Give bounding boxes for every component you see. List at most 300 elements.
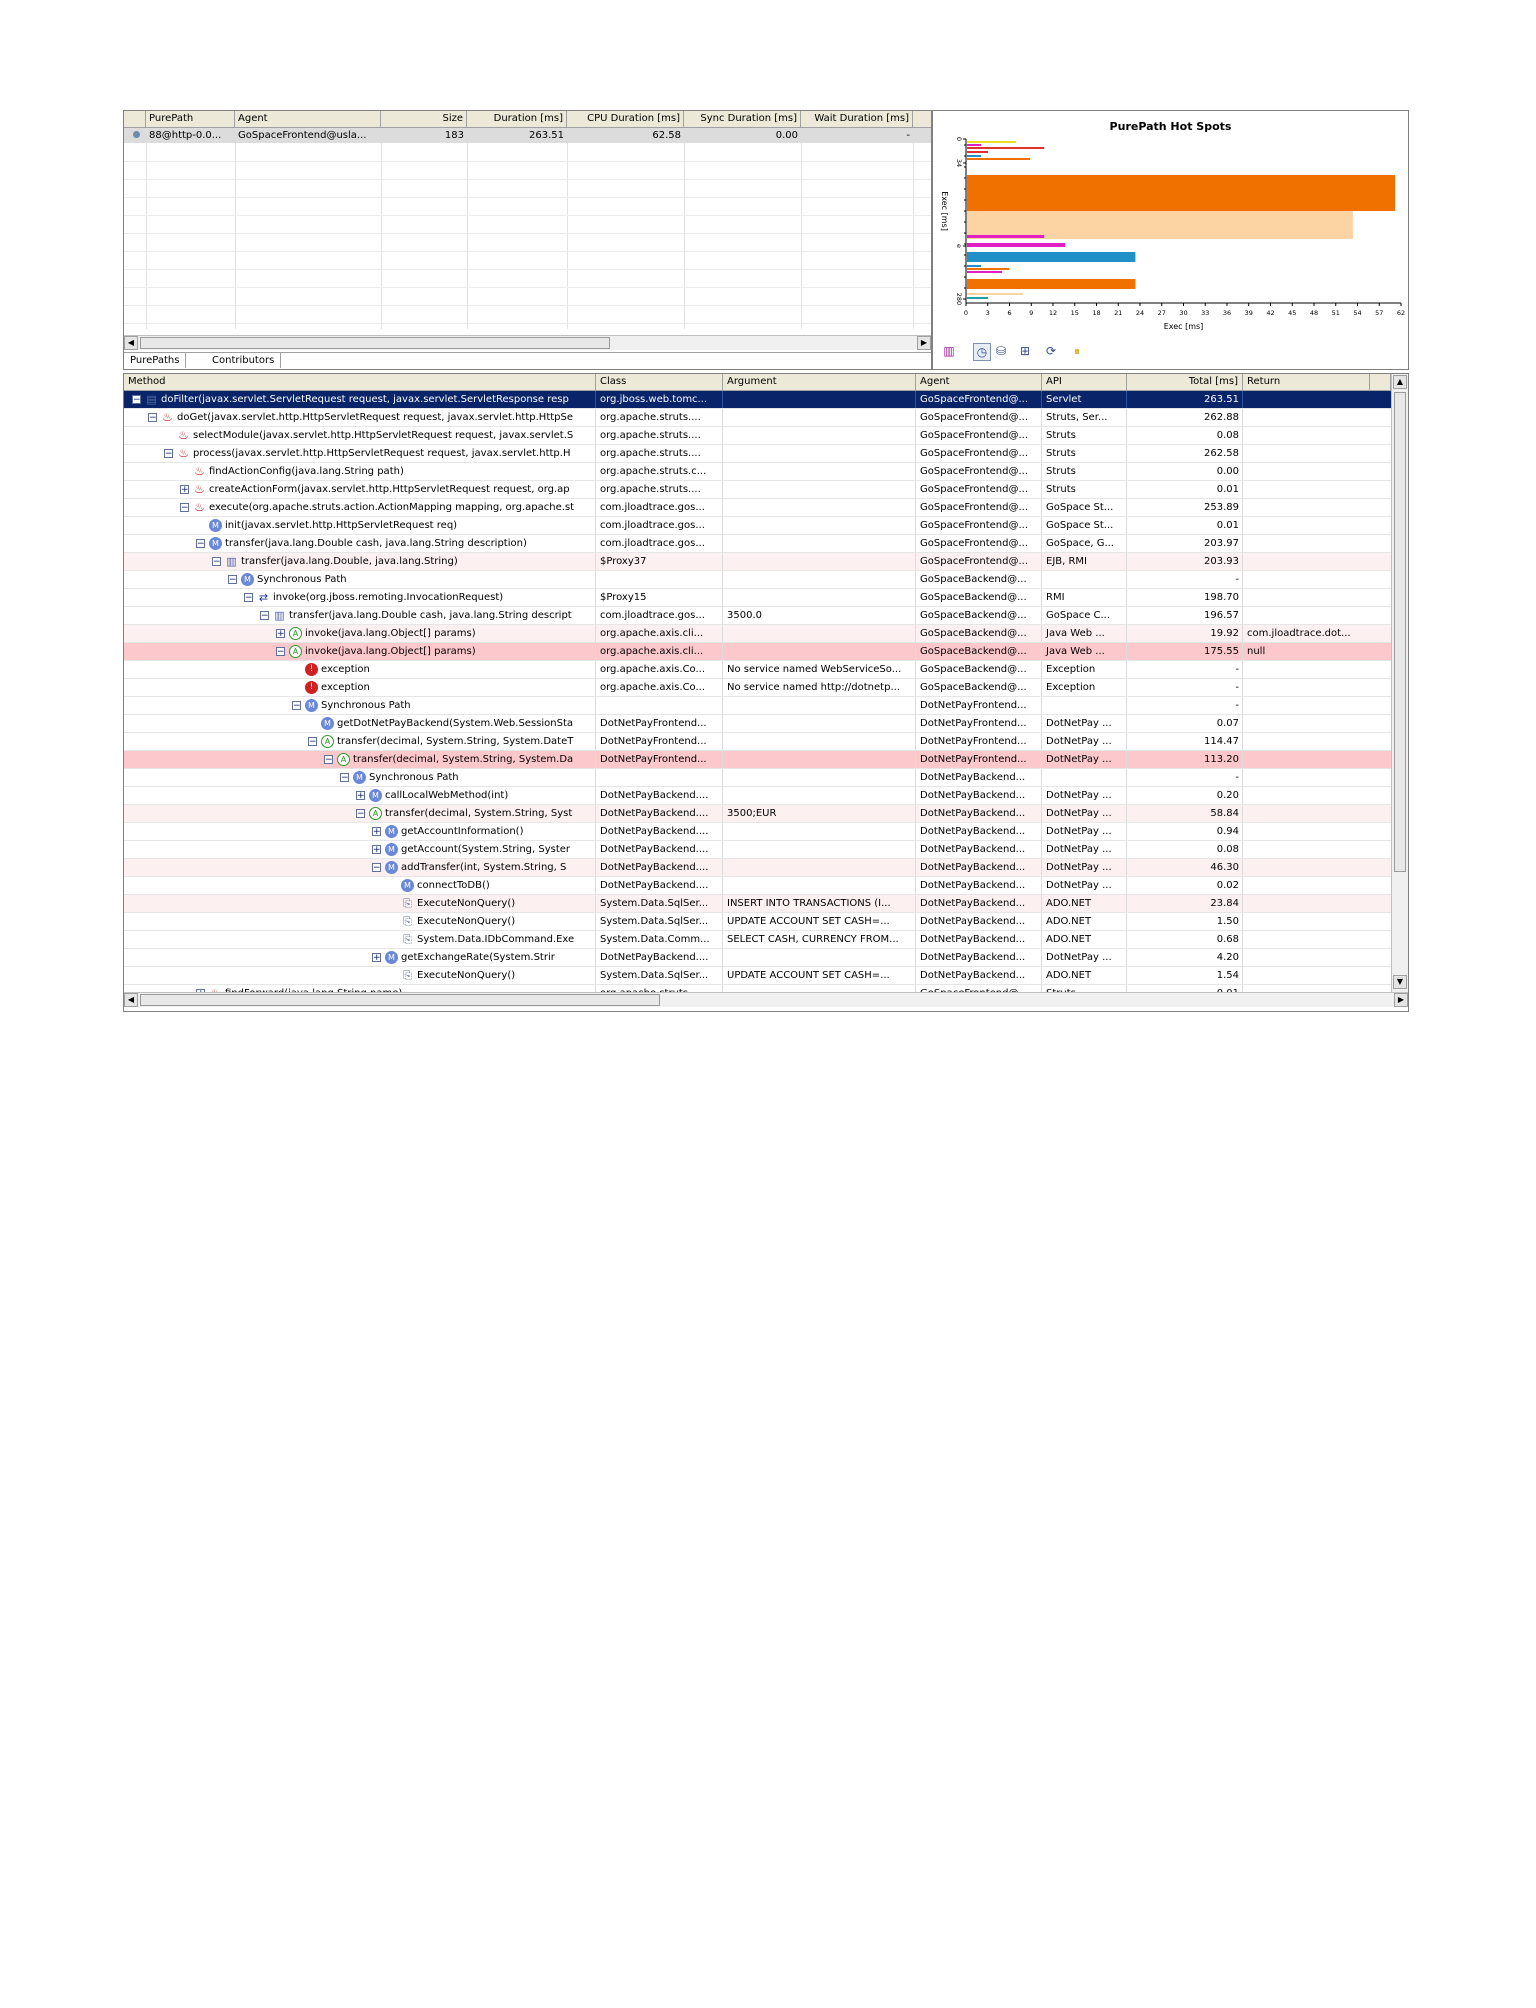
api-cell: DotNetPay ...: [1046, 826, 1112, 837]
method-icon: M: [385, 843, 398, 856]
refresh-icon[interactable]: ⟳: [1045, 344, 1057, 358]
method-icon: M: [385, 825, 398, 838]
method-icon: M: [401, 879, 414, 892]
tree-row[interactable]: [124, 787, 1391, 805]
collapse-icon[interactable]: −: [261, 610, 269, 621]
total-cell: 46.30: [1210, 862, 1239, 873]
collapse-icon[interactable]: −: [213, 556, 221, 567]
return-cell: [1243, 499, 1370, 516]
col-cpu-duration[interactable]: CPU Duration [ms]: [567, 111, 684, 127]
method-cell: [124, 589, 596, 606]
x-tick-label: 3: [985, 309, 990, 317]
class-cell: org.apache.axis.cli...: [600, 646, 704, 657]
argument-cell: [723, 481, 916, 498]
collapse-icon[interactable]: −: [149, 412, 157, 423]
tree-row[interactable]: [124, 877, 1391, 895]
class-cell: com.jloadtrace.gos...: [600, 610, 705, 621]
agent-cell: DotNetPayFrontend...: [920, 754, 1027, 765]
api-cell: DotNetPay ...: [1046, 952, 1112, 963]
java-method-icon: ♨: [178, 427, 189, 442]
purepaths-panel: [123, 110, 932, 370]
tree-row[interactable]: [124, 643, 1391, 661]
scroll-up-icon[interactable]: ▲: [1393, 375, 1407, 389]
async-method-icon: A: [337, 753, 350, 766]
expand-icon[interactable]: +: [357, 790, 365, 801]
purepaths-hscrollbar[interactable]: [124, 335, 931, 350]
total-cell: 0.68: [1216, 934, 1239, 945]
argument-cell: [723, 625, 916, 642]
total-cell: 263.51: [1204, 394, 1239, 405]
collapse-icon[interactable]: −: [229, 574, 237, 585]
x-tick-label: 6: [1007, 309, 1012, 317]
agent-cell: GoSpaceFrontend@...: [920, 556, 1029, 567]
api-cell: GoSpace St...: [1046, 520, 1114, 531]
method-label: transfer(java.lang.Double cash, java.lang.String description): [225, 538, 527, 549]
agent-cell: DotNetPayBackend...: [920, 916, 1026, 927]
grid-line: [235, 143, 236, 329]
tree-row[interactable]: [124, 445, 1391, 463]
method-label: Synchronous Path: [257, 574, 347, 585]
return-cell: [1243, 805, 1370, 822]
grid-line: [124, 287, 931, 288]
agent-cell: DotNetPayFrontend...: [920, 718, 1027, 729]
method-icon: M: [353, 771, 366, 784]
hotspot-bar: [967, 293, 1023, 295]
scroll-thumb[interactable]: [1394, 392, 1406, 872]
tree-row[interactable]: [124, 553, 1391, 571]
agent-cell: GoSpaceFrontend@...: [920, 448, 1029, 459]
argument-cell: [723, 823, 916, 840]
expand-icon[interactable]: +: [277, 628, 285, 639]
pause-icon[interactable]: ⏸: [1073, 344, 1080, 358]
method-label: Synchronous Path: [321, 700, 411, 711]
database-icon: ⎘: [403, 932, 412, 946]
total-cell: -: [1235, 772, 1239, 783]
argument-cell: [723, 499, 916, 516]
argument-cell: [723, 589, 916, 606]
tree-row[interactable]: [124, 499, 1391, 517]
tree-row[interactable]: [124, 805, 1391, 823]
method-label: process(javax.servlet.http.HttpServletRequest request, javax.servlet.http.H: [193, 448, 571, 459]
col-api[interactable]: API: [1042, 374, 1127, 390]
return-cell: [1243, 913, 1370, 930]
total-cell: 0.20: [1216, 790, 1239, 801]
return-cell: [1243, 931, 1370, 948]
method-cell: [124, 931, 596, 948]
scroll-left-icon[interactable]: ◀: [124, 336, 138, 350]
exception-icon: !: [305, 663, 318, 676]
bar-chart-icon[interactable]: ▥: [943, 344, 955, 358]
total-cell: 0.01: [1216, 520, 1239, 531]
agent-cell: GoSpaceFrontend@...: [920, 520, 1029, 531]
collapse-icon[interactable]: −: [277, 646, 285, 657]
total-cell: 113.20: [1204, 754, 1239, 765]
return-cell: [1243, 607, 1370, 624]
method-tree-header: [124, 374, 1391, 391]
total-cell: 253.89: [1204, 502, 1239, 513]
tree-row[interactable]: [124, 859, 1391, 877]
col-agent[interactable]: Agent: [235, 111, 381, 127]
collapse-icon[interactable]: −: [325, 754, 333, 765]
hotspots-panel: [932, 110, 1409, 370]
argument-cell: [723, 787, 916, 804]
status-dot-icon: [130, 128, 144, 143]
tree-row[interactable]: [124, 715, 1391, 733]
argument-cell: 3500;EUR: [727, 808, 777, 819]
exception-icon: !: [305, 681, 318, 694]
argument-cell: [723, 949, 916, 966]
collapse-icon[interactable]: −: [133, 394, 141, 405]
col-sync-duration[interactable]: Sync Duration [ms]: [684, 111, 801, 127]
method-cell: [124, 841, 596, 858]
method-cell: [124, 427, 596, 444]
y-tick-label: 280: [955, 292, 963, 306]
y-tick-label: 34: [955, 158, 963, 168]
total-cell: 1.50: [1216, 916, 1239, 927]
hotspots-chart: [933, 111, 1408, 343]
agent-cell: GoSpaceFrontend@...: [920, 412, 1029, 423]
tree-row[interactable]: [124, 679, 1391, 697]
method-label: transfer(decimal, System.String, System.Da: [353, 754, 574, 765]
tree-row[interactable]: [124, 481, 1391, 499]
tab-contributors[interactable]: Contributors: [206, 353, 281, 368]
tree-row[interactable]: [124, 895, 1391, 913]
scroll-right-icon[interactable]: ▶: [1394, 993, 1408, 1007]
return-cell: com.jloadtrace.dot...: [1247, 628, 1351, 639]
hotspot-bar: [967, 151, 988, 153]
tree-row[interactable]: [124, 409, 1391, 427]
expand-icon[interactable]: +: [373, 952, 381, 963]
tree-row[interactable]: [124, 841, 1391, 859]
method-cell: [124, 697, 596, 714]
x-tick-label: 54: [1353, 309, 1362, 317]
purepaths-tabs: [124, 352, 931, 369]
method-cell: [124, 391, 596, 408]
api-cell: DotNetPay ...: [1046, 790, 1112, 801]
tree-row[interactable]: [124, 463, 1391, 481]
method-cell: [124, 949, 596, 966]
argument-cell: [723, 571, 916, 588]
agent-cell: GoSpaceBackend@...: [920, 682, 1027, 693]
method-cell: [124, 553, 596, 570]
method-label: getAccountInformation(): [401, 826, 524, 837]
total-cell: 0.08: [1216, 430, 1239, 441]
tree-row[interactable]: [124, 823, 1391, 841]
method-cell: [124, 607, 596, 624]
method-label: Synchronous Path: [369, 772, 459, 783]
agent-cell: DotNetPayBackend...: [920, 844, 1026, 855]
tab-purepaths[interactable]: PurePaths: [124, 353, 186, 368]
argument-cell: 3500.0: [727, 610, 762, 621]
method-tree-panel: [123, 373, 1409, 1012]
agent-cell: DotNetPayBackend...: [920, 808, 1026, 819]
class-cell: System.Data.SqlSer...: [600, 916, 709, 927]
api-cell: DotNetPay ...: [1046, 736, 1112, 747]
api-cell: ADO.NET: [1046, 934, 1092, 945]
method-icon: M: [385, 951, 398, 964]
x-tick-label: 21: [1114, 309, 1123, 317]
class-icon: ▥: [226, 554, 237, 568]
hotspot-bar: [967, 271, 1002, 273]
expand-icon[interactable]: +: [373, 844, 381, 855]
method-label: invoke(java.lang.Object[] params): [305, 646, 476, 657]
remoting-icon: ⇄: [258, 590, 269, 604]
tree-row[interactable]: [124, 535, 1391, 553]
collapse-icon[interactable]: −: [165, 448, 173, 459]
tree-hscrollbar[interactable]: [124, 992, 1408, 1007]
return-cell: [1243, 661, 1370, 678]
agent-cell: DotNetPayFrontend...: [920, 736, 1027, 747]
time-filter-icon[interactable]: ◷: [973, 343, 991, 361]
collapse-icon[interactable]: −: [181, 502, 189, 513]
tree-row[interactable]: [124, 391, 1391, 409]
col-purepath[interactable]: PurePath: [146, 111, 235, 127]
class-cell: DotNetPayBackend....: [600, 844, 709, 855]
method-tree-body: [124, 391, 1391, 989]
purepath-row[interactable]: [124, 128, 931, 143]
tree-row[interactable]: [124, 661, 1391, 679]
grid-line: [124, 251, 931, 252]
api-cell: GoSpace C...: [1046, 610, 1111, 621]
total-cell: 1.54: [1216, 970, 1239, 981]
col-argument[interactable]: Argument: [723, 374, 916, 390]
class-cell: org.apache.struts....: [600, 430, 701, 441]
col-duration[interactable]: Duration [ms]: [467, 111, 567, 127]
total-cell: -: [1235, 574, 1239, 585]
class-cell: org.apache.axis.cli...: [600, 628, 704, 639]
tree-row[interactable]: [124, 625, 1391, 643]
method-cell: [124, 679, 596, 696]
tree-row[interactable]: [124, 967, 1391, 985]
x-tick-label: 24: [1135, 309, 1145, 317]
method-label: invoke(java.lang.Object[] params): [305, 628, 476, 639]
class-cell: DotNetPayFrontend...: [600, 754, 707, 765]
java-method-icon: ♨: [162, 409, 173, 424]
method-cell: [124, 643, 596, 660]
collapse-icon[interactable]: −: [293, 700, 301, 711]
method-cell: [124, 733, 596, 750]
method-label: selectModule(javax.servlet.http.HttpServletRequest request, javax.servlet.S: [193, 430, 574, 441]
argument-cell: [723, 877, 916, 894]
size-cell: 183: [444, 130, 464, 141]
hotspot-bar: [967, 144, 981, 146]
argument-cell: [723, 553, 916, 570]
api-cell: GoSpace St...: [1046, 502, 1114, 513]
class-icon: ▥: [274, 608, 285, 622]
x-tick-label: 33: [1201, 309, 1210, 317]
tree-row[interactable]: [124, 769, 1391, 787]
method-cell: [124, 877, 596, 894]
x-tick-label: 57: [1375, 309, 1384, 317]
class-cell: DotNetPayBackend....: [600, 808, 709, 819]
tree-row[interactable]: [124, 931, 1391, 949]
method-label: transfer(decimal, System.String, System.DateT: [337, 736, 574, 747]
api-cell: DotNetPay ...: [1046, 808, 1112, 819]
tree-row[interactable]: [124, 427, 1391, 445]
java-method-icon: ♨: [178, 445, 189, 460]
tree-icon[interactable]: ⊞: [1019, 344, 1031, 358]
method-label: connectToDB(): [417, 880, 490, 891]
collapse-icon[interactable]: −: [357, 808, 365, 819]
total-cell: 262.58: [1204, 448, 1239, 459]
grid-line: [467, 143, 468, 329]
cpu-duration-cell: 62.58: [652, 130, 681, 141]
method-label: createActionForm(javax.servlet.http.HttpServletRequest request, org.ap: [209, 484, 570, 495]
x-tick-label: 51: [1331, 309, 1340, 317]
argument-cell: [723, 409, 916, 426]
argument-cell: SELECT CASH, CURRENCY FROM...: [727, 934, 899, 945]
method-cell: [124, 787, 596, 804]
argument-cell: [723, 841, 916, 858]
grid-line: [124, 197, 931, 198]
col-agent[interactable]: Agent: [916, 374, 1042, 390]
return-cell: null: [1247, 646, 1266, 657]
collapse-icon[interactable]: −: [309, 736, 317, 747]
total-cell: -: [1235, 700, 1239, 711]
collapse-icon[interactable]: −: [245, 592, 253, 603]
return-cell: [1243, 517, 1370, 534]
api-cell: Struts: [1046, 466, 1076, 477]
api-cell: Struts: [1046, 430, 1076, 441]
method-label: getDotNetPayBackend(System.Web.SessionSta: [337, 718, 574, 729]
method-label: execute(org.apache.struts.action.ActionMapping mapping, org.apache.st: [209, 502, 575, 513]
class-cell: $Proxy37: [600, 556, 647, 567]
java-method-icon: ♨: [194, 499, 205, 514]
argument-cell: UPDATE ACCOUNT SET CASH=...: [727, 970, 890, 981]
agent-cell: GoSpaceBackend@...: [920, 574, 1027, 585]
x-tick-label: 39: [1244, 309, 1253, 317]
database-icon: ⎘: [403, 914, 412, 928]
col-wait-duration[interactable]: Wait Duration [ms]: [801, 111, 913, 127]
hotspot-bar: [967, 243, 1065, 247]
return-cell: [1243, 949, 1370, 966]
return-cell: [1243, 463, 1370, 480]
return-cell: [1243, 535, 1370, 552]
argument-cell: [723, 859, 916, 876]
argument-cell: [723, 643, 916, 660]
scroll-right-icon[interactable]: ▶: [917, 336, 931, 350]
api-cell: DotNetPay ...: [1046, 880, 1112, 891]
api-cell: DotNetPay ...: [1046, 862, 1112, 873]
api-cell: [1042, 571, 1127, 588]
return-cell: [1243, 787, 1370, 804]
class-cell: com.jloadtrace.gos...: [600, 538, 705, 549]
method-cell: [124, 805, 596, 822]
database-icon: ⎘: [403, 896, 412, 910]
collapse-icon[interactable]: −: [341, 772, 349, 783]
scroll-down-icon[interactable]: ▼: [1393, 975, 1407, 989]
x-tick-label: 48: [1309, 309, 1319, 317]
method-label: doGet(javax.servlet.http.HttpServletRequest request, javax.servlet.http.HttpSe: [177, 412, 574, 423]
method-cell: [124, 715, 596, 732]
tree-row[interactable]: [124, 751, 1391, 769]
tree-row[interactable]: [124, 571, 1391, 589]
class-cell: DotNetPayBackend....: [600, 952, 709, 963]
class-cell: $Proxy15: [600, 592, 647, 603]
method-cell: [124, 535, 596, 552]
class-cell: org.apache.axis.Co...: [600, 664, 706, 675]
method-cell: [124, 481, 596, 498]
method-label: transfer(decimal, System.String, Syst: [385, 808, 573, 819]
purepath-cell: 88@http-0.0...: [149, 130, 222, 141]
scroll-thumb[interactable]: [140, 994, 660, 1006]
agent-cell: DotNetPayBackend...: [920, 898, 1026, 909]
tree-row[interactable]: [124, 733, 1391, 751]
method-cell: [124, 625, 596, 642]
method-label: ExecuteNonQuery(): [417, 970, 516, 981]
duration-cell: 263.51: [529, 130, 564, 141]
col-size[interactable]: Size: [381, 111, 467, 127]
class-cell: DotNetPayBackend....: [600, 880, 709, 891]
tree-row[interactable]: [124, 589, 1391, 607]
agent-cell: DotNetPayFrontend...: [920, 700, 1027, 711]
hotspot-bar: [967, 297, 988, 299]
col-return[interactable]: Return: [1243, 374, 1370, 390]
tree-row[interactable]: [124, 697, 1391, 715]
tree-row[interactable]: [124, 913, 1391, 931]
x-tick-label: 18: [1092, 309, 1101, 317]
expand-icon[interactable]: +: [373, 826, 381, 837]
grid-line: [124, 269, 931, 270]
api-cell: Java Web ...: [1046, 628, 1105, 639]
tree-row[interactable]: [124, 517, 1391, 535]
total-cell: 4.20: [1216, 952, 1239, 963]
col-class[interactable]: Class: [596, 374, 723, 390]
return-cell: [1243, 589, 1370, 606]
x-tick-label: 27: [1157, 309, 1166, 317]
return-cell: [1243, 409, 1370, 426]
total-cell: 0.08: [1216, 844, 1239, 855]
collapse-icon[interactable]: −: [197, 538, 205, 549]
method-icon: M: [209, 537, 222, 550]
total-cell: 0.94: [1216, 826, 1239, 837]
expand-icon[interactable]: +: [181, 484, 189, 495]
total-cell: 114.47: [1204, 736, 1239, 747]
agent-cell: GoSpaceBackend@...: [920, 592, 1027, 603]
class-cell: com.jloadtrace.gos...: [600, 502, 705, 513]
class-cell: org.apache.struts....: [600, 448, 701, 459]
collapse-icon[interactable]: −: [373, 862, 381, 873]
api-cell: Exception: [1046, 664, 1096, 675]
total-cell: 198.70: [1204, 592, 1239, 603]
tree-vscrollbar[interactable]: [1391, 374, 1408, 992]
grid-line: [913, 143, 914, 329]
hotspots-title: PurePath Hot Spots: [1109, 120, 1232, 133]
class-cell: org.apache.struts....: [600, 484, 701, 495]
total-cell: 0.07: [1216, 718, 1239, 729]
argument-cell: [723, 427, 916, 444]
tree-row[interactable]: [124, 949, 1391, 967]
hotspot-bar: [967, 279, 1135, 289]
agent-cell: GoSpaceFrontend@...: [920, 466, 1029, 477]
grid-line: [124, 161, 931, 162]
agent-filter-icon[interactable]: ⛁: [995, 344, 1007, 358]
col-method[interactable]: Method: [124, 374, 596, 390]
method-label: init(javax.servlet.http.HttpServletRequest req): [225, 520, 458, 531]
method-icon: M: [385, 861, 398, 874]
total-cell: 23.84: [1210, 898, 1239, 909]
argument-cell: [723, 697, 916, 714]
async-method-icon: A: [289, 645, 302, 658]
scroll-left-icon[interactable]: ◀: [124, 993, 138, 1007]
tree-row[interactable]: [124, 607, 1391, 625]
grid-line: [684, 143, 685, 329]
scroll-thumb[interactable]: [140, 337, 610, 349]
x-tick-label: 9: [1029, 309, 1034, 317]
grid-line: [124, 323, 931, 324]
class-cell: org.apache.axis.Co...: [600, 682, 706, 693]
col-total[interactable]: Total [ms]: [1127, 374, 1243, 390]
